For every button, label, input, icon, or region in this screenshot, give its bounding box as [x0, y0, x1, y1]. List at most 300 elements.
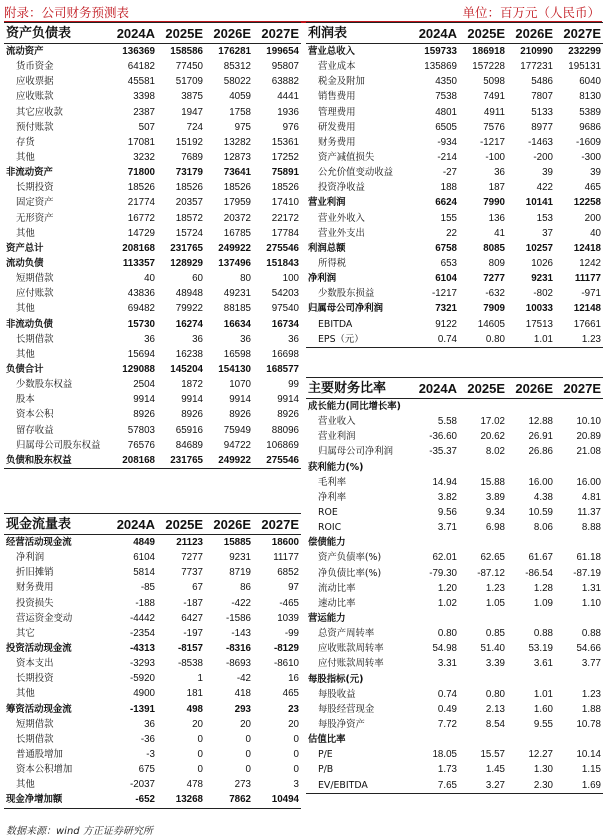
row-value: 21.08 — [576, 446, 601, 458]
row-value: 16598 — [223, 348, 251, 360]
table-row — [306, 444, 603, 459]
row-value: 100 — [282, 273, 299, 285]
row-value — [507, 535, 555, 550]
row-value: 75891 — [271, 167, 299, 179]
row-value: 12148 — [573, 303, 601, 315]
row-value: 10033 — [525, 303, 553, 315]
row-label: 固定资产 — [16, 197, 54, 209]
table-row — [306, 535, 603, 550]
row-value: -42 — [236, 673, 251, 685]
table-row — [4, 550, 301, 565]
row-value: 9686 — [579, 121, 601, 133]
row-value: 976 — [282, 121, 299, 133]
row-value: 61.18 — [576, 552, 601, 564]
row-value: 15694 — [127, 348, 155, 360]
row-value: 49231 — [223, 288, 251, 300]
row-label: 其它 — [16, 627, 35, 639]
row-value: 154130 — [218, 364, 251, 376]
row-value: -187 — [183, 597, 203, 609]
table-row — [306, 59, 603, 74]
row-value: 18572 — [175, 212, 203, 224]
row-value: 9231 — [531, 273, 553, 285]
row-value: 88096 — [271, 424, 299, 436]
row-value: 84689 — [175, 439, 203, 451]
row-label: EPS（元） — [306, 332, 411, 348]
table-row — [4, 362, 301, 377]
row-value: 106869 — [266, 439, 299, 451]
row-value: 20357 — [175, 197, 203, 209]
row-label: 投资净收益 — [318, 182, 365, 194]
row-value: -200 — [533, 152, 553, 164]
row-value: 3875 — [181, 91, 203, 103]
row-value: 3.61 — [533, 658, 553, 670]
row-value: 3.89 — [485, 491, 505, 503]
row-label: 偿债能力 — [308, 537, 346, 549]
table-title: 现金流量表 — [4, 514, 109, 535]
row-value: 16 — [288, 673, 299, 685]
row-value: 273 — [234, 779, 251, 791]
row-value: 1.01 — [507, 332, 555, 348]
row-value: 159733 — [424, 46, 457, 58]
row-value: 17784 — [271, 227, 299, 239]
row-label: 其他 — [16, 348, 35, 360]
row-value: 0 — [197, 764, 203, 776]
row-label: 管理费用 — [318, 106, 356, 118]
row-value: 3.77 — [581, 658, 601, 670]
row-value: 86 — [240, 582, 251, 594]
row-value: 10494 — [253, 792, 301, 808]
row-value: -99 — [284, 627, 299, 639]
row-value: -35.37 — [429, 446, 457, 458]
row-value: 465 — [282, 688, 299, 700]
row-value: 97540 — [271, 303, 299, 315]
table-row — [306, 747, 603, 762]
row-label: ROE — [318, 507, 338, 519]
table-row — [306, 490, 603, 505]
row-value: 0 — [197, 749, 203, 761]
row-value: 13268 — [157, 792, 205, 808]
row-value: -214 — [437, 152, 457, 164]
row-label: 资本公积增加 — [16, 764, 73, 776]
row-value: 0.80 — [459, 332, 507, 348]
row-value: 9122 — [435, 318, 457, 330]
row-value: 128929 — [170, 258, 203, 270]
table-row — [4, 596, 301, 611]
row-value: 39 — [590, 167, 601, 179]
row-value: 232299 — [568, 46, 601, 58]
row-value: 9914 — [181, 394, 203, 406]
row-value: 16634 — [223, 318, 251, 330]
row-value: 17081 — [127, 136, 155, 148]
row-label: 研发费用 — [318, 121, 356, 133]
table-row — [306, 286, 603, 301]
row-value: 113357 — [122, 258, 155, 270]
row-value: 6427 — [181, 612, 203, 624]
row-label: 货币资金 — [16, 61, 54, 73]
row-value: 0.80 — [437, 628, 457, 640]
table-row — [306, 89, 603, 104]
table-row — [4, 59, 301, 74]
year-header: 2024A — [109, 514, 157, 535]
row-value: 1.23 — [581, 688, 601, 700]
row-value: 4.38 — [533, 491, 553, 503]
row-value: 7538 — [435, 91, 457, 103]
row-value: 0.85 — [485, 628, 505, 640]
table-row — [306, 687, 603, 702]
row-value: 181 — [186, 688, 203, 700]
row-value: 3232 — [133, 152, 155, 164]
row-value: 168577 — [266, 364, 299, 376]
row-value: -802 — [533, 288, 553, 300]
row-value: 675 — [138, 764, 155, 776]
row-label: 每股经营现金 — [318, 703, 375, 715]
row-value: 6852 — [277, 567, 299, 579]
row-label: 负债和股东权益 — [4, 453, 109, 469]
row-value: 1.01 — [533, 688, 553, 700]
table-row — [306, 550, 603, 565]
row-value: 5133 — [531, 106, 553, 118]
table-row — [306, 581, 603, 596]
table-row — [4, 286, 301, 301]
row-value: -85 — [140, 582, 155, 594]
row-value: 54.98 — [432, 643, 457, 655]
row-value: 15730 — [127, 318, 155, 330]
row-value: 0.49 — [437, 703, 457, 715]
row-value — [411, 535, 459, 550]
row-value: 4441 — [277, 91, 299, 103]
table-row — [306, 180, 603, 195]
row-value: 275546 — [253, 453, 301, 469]
row-value — [459, 611, 507, 626]
row-value: 18526 — [271, 182, 299, 194]
row-value: 1.15 — [581, 764, 601, 776]
row-value: 293 — [234, 703, 251, 715]
row-value: 12418 — [573, 242, 601, 254]
row-value: 60 — [192, 273, 203, 285]
row-label: 净利润 — [16, 552, 45, 564]
table-header-row — [4, 514, 301, 535]
table-row — [4, 135, 301, 150]
row-value: 4059 — [229, 91, 251, 103]
row-value: 3.39 — [485, 658, 505, 670]
row-value — [507, 611, 555, 626]
row-value: 465 — [584, 182, 601, 194]
row-value: 26.91 — [528, 431, 553, 443]
row-value: 16.00 — [528, 476, 553, 488]
table-row — [4, 626, 301, 641]
row-value: 7990 — [483, 197, 505, 209]
table-row — [4, 580, 301, 595]
row-value: 231765 — [170, 242, 203, 254]
row-value: 21774 — [127, 197, 155, 209]
row-label: 短期借款 — [16, 273, 54, 285]
year-header: 2025E — [459, 378, 507, 399]
table-row — [306, 520, 603, 535]
table-row — [4, 656, 301, 671]
row-label: 净利润 — [308, 273, 337, 285]
row-label: 资本公积 — [16, 409, 54, 421]
row-value: -4442 — [129, 612, 155, 624]
row-value: 80 — [240, 273, 251, 285]
row-value: 1.20 — [437, 582, 457, 594]
row-value: 1.31 — [581, 582, 601, 594]
row-value: 0.74 — [437, 688, 457, 700]
row-value: 4900 — [133, 688, 155, 700]
row-value: 18.05 — [432, 749, 457, 761]
table-row — [306, 271, 603, 286]
row-label: 每股指标(元) — [308, 673, 364, 685]
row-value: 22 — [446, 227, 457, 239]
row-value: 8.54 — [485, 719, 505, 731]
row-value: 157228 — [472, 61, 505, 73]
row-value: -1217 — [431, 288, 457, 300]
row-value: 200 — [584, 212, 601, 224]
row-label: 筹资活动现金流 — [6, 703, 72, 715]
row-value: 155 — [440, 212, 457, 224]
row-value: 9231 — [229, 552, 251, 564]
row-value: 71800 — [127, 167, 155, 179]
row-label: 普通股增加 — [16, 749, 63, 761]
row-label: 总资产周转率 — [318, 628, 375, 640]
row-value: 9914 — [229, 394, 251, 406]
row-value: 1.69 — [555, 778, 603, 794]
row-label: 其它应收款 — [16, 106, 63, 118]
row-label: 留存收益 — [16, 424, 54, 436]
row-label: 净负债比率(%) — [318, 567, 382, 579]
table-row — [4, 762, 301, 777]
row-value: -632 — [485, 288, 505, 300]
year-header: 2027E — [253, 23, 301, 44]
row-value: 478 — [186, 779, 203, 791]
table-row — [4, 332, 301, 347]
row-value: 975 — [234, 121, 251, 133]
row-value: 1.09 — [533, 597, 553, 609]
table-row — [306, 332, 603, 348]
table-row — [4, 74, 301, 89]
row-value: -8129 — [273, 643, 299, 655]
table-row — [4, 165, 301, 180]
row-value: 177231 — [520, 61, 553, 73]
row-value: 17513 — [525, 318, 553, 330]
row-value: 62.65 — [480, 552, 505, 564]
row-value: 15.57 — [480, 749, 505, 761]
row-value: 67 — [192, 582, 203, 594]
row-value — [507, 672, 555, 687]
row-label: 所得税 — [318, 258, 347, 270]
row-value — [555, 535, 603, 550]
row-value: 7277 — [483, 273, 505, 285]
row-value: 5814 — [133, 567, 155, 579]
row-value: 0.88 — [533, 628, 553, 640]
row-value: -27 — [442, 167, 457, 179]
row-label: 营业收入 — [318, 416, 356, 428]
row-value: 16698 — [271, 348, 299, 360]
table-row — [306, 165, 603, 180]
row-value: 249922 — [205, 453, 253, 469]
row-value: 10257 — [525, 242, 553, 254]
row-value: 1.23 — [485, 582, 505, 594]
row-value: -8316 — [225, 643, 251, 655]
row-label: 归属母公司净利润 — [318, 446, 394, 458]
row-value: -143 — [231, 627, 251, 639]
row-value: 1070 — [229, 379, 251, 391]
table-row — [306, 460, 603, 475]
table-row — [306, 256, 603, 271]
row-value: -2354 — [129, 627, 155, 639]
table-row — [306, 505, 603, 520]
row-value: 12.88 — [528, 416, 553, 428]
row-label: 成长能力(同比增长率) — [308, 401, 401, 413]
row-value: 249922 — [218, 242, 251, 254]
row-value: 73179 — [175, 167, 203, 179]
row-value — [459, 535, 507, 550]
row-value: 20 — [240, 718, 251, 730]
row-label: 销售费用 — [318, 91, 356, 103]
row-value: 6040 — [579, 76, 601, 88]
row-value: 1 — [197, 673, 203, 685]
table-row — [4, 747, 301, 762]
row-value: 1.28 — [533, 582, 553, 594]
table-row — [306, 596, 603, 611]
row-value: 12.27 — [528, 749, 553, 761]
row-value: 43836 — [127, 288, 155, 300]
row-value: 4.81 — [581, 491, 601, 503]
row-value: 8.88 — [581, 522, 601, 534]
row-value: 40 — [144, 273, 155, 285]
row-label: 负债合计 — [6, 364, 44, 376]
row-value: 75949 — [223, 424, 251, 436]
row-label: 股本 — [16, 394, 35, 406]
table-row — [4, 317, 301, 332]
row-label: 营业外支出 — [318, 227, 365, 239]
row-value — [555, 460, 603, 475]
row-label: 营运能力 — [308, 613, 346, 625]
row-value: 54203 — [271, 288, 299, 300]
row-label: 短期借款 — [16, 718, 54, 730]
row-value: 94722 — [223, 439, 251, 451]
row-label: 营业总收入 — [308, 46, 355, 58]
row-value: 2.13 — [485, 703, 505, 715]
row-value: 210990 — [520, 46, 553, 58]
row-label: 速动比率 — [318, 597, 356, 609]
row-value: 7689 — [181, 152, 203, 164]
table-row — [4, 180, 301, 195]
row-value: 0 — [197, 733, 203, 745]
row-value: 97 — [288, 582, 299, 594]
row-value: 11177 — [574, 273, 601, 285]
row-label: 财务费用 — [16, 582, 54, 594]
row-value: 1.88 — [581, 703, 601, 715]
table-row — [4, 407, 301, 422]
table-row — [4, 241, 301, 256]
row-value: -1586 — [225, 612, 251, 624]
table-row — [306, 399, 603, 415]
row-value: 45581 — [127, 76, 155, 88]
row-value: 3398 — [133, 91, 155, 103]
row-value: 10.78 — [576, 719, 601, 731]
table-row — [306, 566, 603, 581]
table-row — [306, 105, 603, 120]
table-row — [306, 301, 603, 316]
row-value: 6758 — [435, 242, 457, 254]
row-value: 36 — [192, 333, 203, 345]
row-value: 48948 — [175, 288, 203, 300]
row-value: 9.34 — [485, 507, 505, 519]
table-row — [306, 120, 603, 135]
row-value: 15192 — [175, 136, 203, 148]
row-value: 1026 — [531, 258, 553, 270]
row-value: 10.59 — [528, 507, 553, 519]
year-header: 2026E — [205, 514, 253, 535]
row-label: 长期投资 — [16, 182, 54, 194]
row-label: 净利率 — [318, 491, 347, 503]
cashflow-table — [4, 513, 301, 809]
row-value: 20 — [192, 718, 203, 730]
row-label: 无形资产 — [16, 212, 54, 224]
row-value: 57803 — [127, 424, 155, 436]
row-value: 8926 — [229, 409, 251, 421]
row-value: 1.10 — [581, 597, 601, 609]
row-value: -197 — [183, 627, 203, 639]
row-label: 资产减值损失 — [318, 152, 375, 164]
row-value: 1242 — [579, 258, 601, 270]
year-header: 2026E — [507, 23, 555, 44]
table-row — [306, 762, 603, 777]
row-value: -934 — [437, 136, 457, 148]
row-value: -87.19 — [573, 567, 601, 579]
table-row — [4, 777, 301, 792]
row-value: 51709 — [175, 76, 203, 88]
row-label: 资产负债率(%) — [318, 552, 382, 564]
row-value: 136 — [488, 212, 505, 224]
row-value: 26.86 — [528, 446, 553, 458]
row-value — [459, 460, 507, 475]
row-value: 186918 — [472, 46, 505, 58]
row-value: -300 — [581, 152, 601, 164]
table-row — [4, 792, 301, 808]
table-row — [306, 656, 603, 671]
row-value: 7807 — [531, 91, 553, 103]
row-value: 16785 — [223, 227, 251, 239]
row-value: -1463 — [527, 136, 553, 148]
table-row — [4, 150, 301, 165]
row-label: 其他 — [16, 152, 35, 164]
row-value: 5098 — [483, 76, 505, 88]
row-value: 8.06 — [533, 522, 553, 534]
row-value: 8977 — [531, 121, 553, 133]
row-value: 85312 — [223, 61, 251, 73]
row-value: 63882 — [271, 76, 299, 88]
row-value: 51.40 — [480, 643, 505, 655]
row-value: 77450 — [175, 61, 203, 73]
row-label: 应付账款周转率 — [318, 658, 384, 670]
row-label: 财务费用 — [318, 136, 356, 148]
row-value: 14605 — [477, 318, 505, 330]
data-source: 数据来源：wind 方正证券研究所 — [6, 826, 153, 837]
row-value: 135869 — [424, 61, 457, 73]
row-value: 1947 — [181, 106, 203, 118]
row-value: 6104 — [133, 552, 155, 564]
row-label: 获利能力(%) — [308, 461, 364, 473]
row-value: 2387 — [133, 106, 155, 118]
row-value: 4350 — [435, 76, 457, 88]
appendix-title: 附录：公司财务预测表 — [4, 5, 130, 20]
row-value — [411, 399, 459, 415]
row-label: 营业成本 — [318, 61, 356, 73]
income-statement-table — [306, 22, 603, 348]
row-value: 15724 — [175, 227, 203, 239]
row-value: -79.30 — [429, 567, 457, 579]
